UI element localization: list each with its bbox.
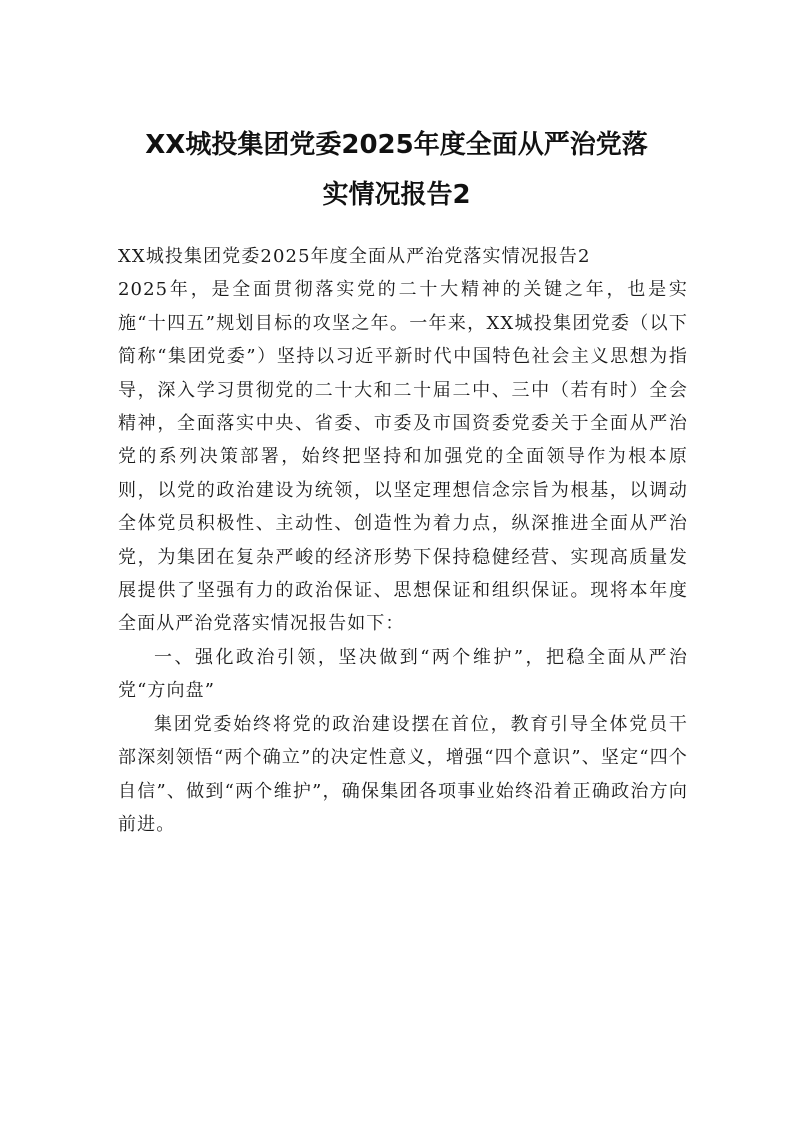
paragraph-section-1: 集团党委始终将党的政治建设摆在首位，教育引导全体党员干部深刻领悟“两个确立”的决定性意义，增强“四个意识”、坚定“四个自信”、做到“两个维护”，确保集团各项事业始终沿着正确政治方向前进。 [118, 713, 688, 835]
title-line-1: XX城投集团党委2025年度全面从严治党落 [145, 130, 648, 160]
document-body [118, 240, 688, 841]
paragraph-subtitle: XX城投集团党委2025年度全面从严治党落实情况报告2 [118, 246, 591, 267]
paragraph-intro: 2025年，是全面贯彻落实党的二十大精神的关键之年，也是实施“十四五”规划目标的攻坚之年。一年来，XX城投集团党委（以下简称“集团党委”）坚持以习近平新时代中国特色社会主义思想为指导，深入学习贯彻党的二十大和二十届二中、三中（若有时）全会精神，全面落实中央、省委、市委及市国资委党委关于全面从严治党的系列决策部署，始终把坚持和加强党的全面领导作为根本原则，以党的政治建设为统领，以坚定理想信念宗旨为根基，以调动全体党员积极性、主动性、创造性为着力点，纵深推进全面从严治党，为集团在复杂严峻的经济形势下保持稳健经营、实现高质量发展提供了坚强有力的政治保证、思想保证和组织保证。现将本年度全面从严治党落实情况报告如下： [118, 279, 688, 635]
section-heading-1: 一、强化政治引领，坚决做到“两个维护”，把稳全面从严治党“方向盘” [118, 646, 688, 702]
document-title [60, 120, 733, 220]
title-line-2: 实情况报告2 [322, 180, 471, 210]
